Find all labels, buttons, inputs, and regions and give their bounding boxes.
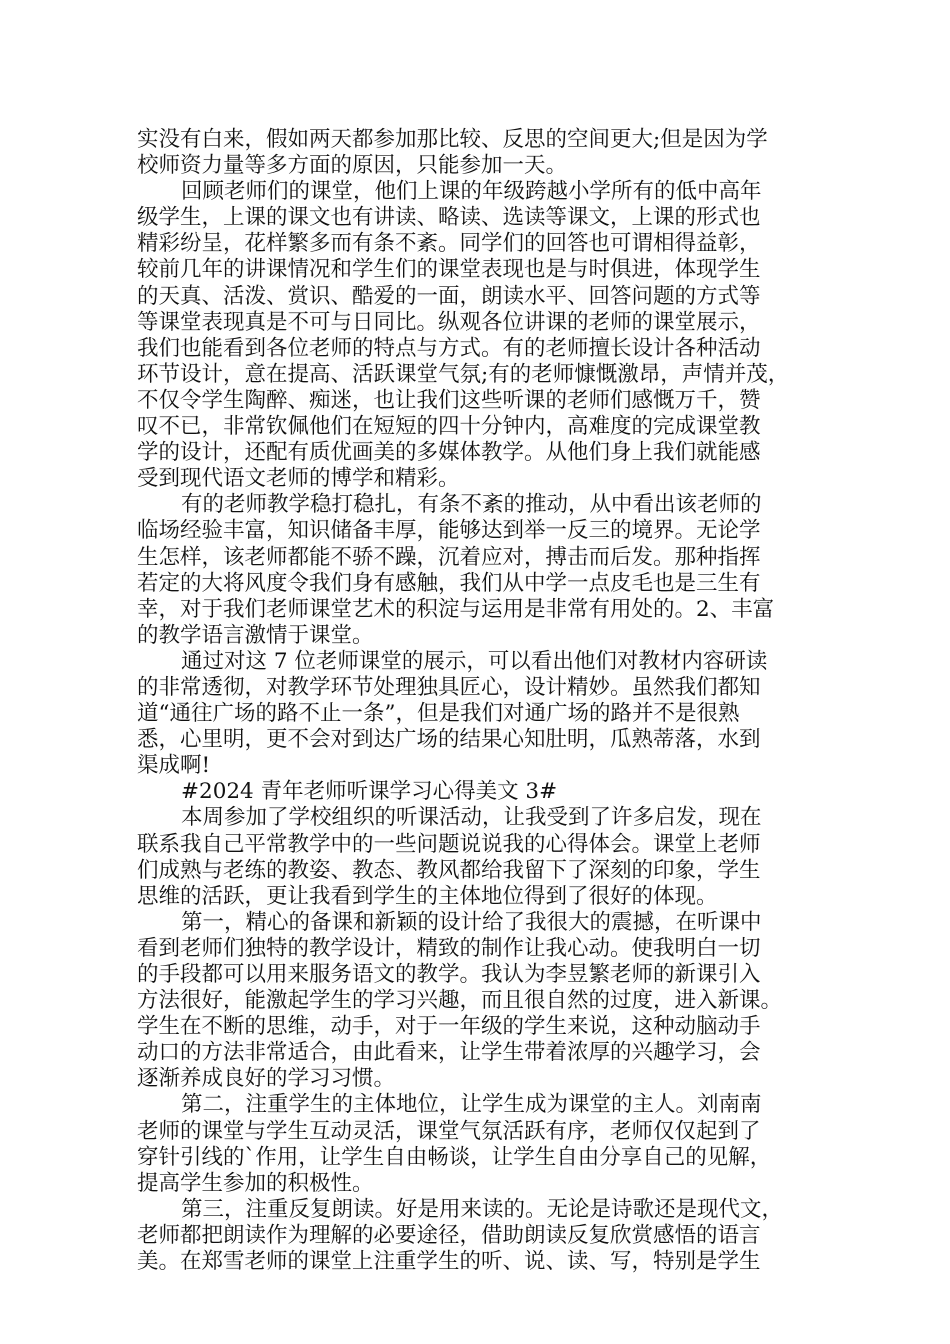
text-line: 临场经验丰富，知识储备丰厚，能够达到举一反三的境界。无论学 xyxy=(137,518,761,544)
text-line: 老师的课堂与学生互动灵活，课堂气氛活跃有序，老师仅仅起到了 xyxy=(137,1118,761,1144)
text-line: 我们也能看到各位老师的特点与方式。有的老师擅长设计各种活动 xyxy=(137,335,761,361)
text-line: 看到老师们独特的教学设计，精致的制作让我心动。使我明白一切 xyxy=(137,935,761,961)
paragraph xyxy=(137,649,827,779)
text-line: 校师资力量等多方面的原因，只能参加一天。 xyxy=(137,153,568,179)
section-heading xyxy=(137,779,827,805)
text-line: 生怎样，该老师都能不骄不躁，沉着应对，搏击而后发。那种指挥 xyxy=(137,544,761,570)
paragraph xyxy=(137,805,827,909)
text-line: 若定的大将风度令我们身有感触，我们从中学一点皮毛也是三生有 xyxy=(137,570,761,596)
text-line: 美。在郑雪老师的课堂上注重学生的听、说、读、写，特别是学生 xyxy=(137,1249,761,1275)
document-body xyxy=(137,127,827,1275)
text-line: 学生在不断的思维，动手，对于一年级的学生来说，这种动脑动手 xyxy=(137,1014,761,1040)
text-line: 思维的活跃，更让我看到学生的主体地位得到了很好的体现。 xyxy=(137,883,718,909)
text-line: 受到现代语文老师的博学和精彩。 xyxy=(137,466,460,492)
text-line: 本周参加了学校组织的听课活动，让我受到了许多启发，现在 xyxy=(181,805,762,831)
text-line: 第三，注重反复朗读。好是用来读的。无论是诗歌还是现代文， xyxy=(181,1196,784,1222)
text-line: 第二，注重学生的主体地位，让学生成为课堂的主人。刘南南 xyxy=(181,1092,762,1118)
text-line: 叹不已，非常钦佩他们在短短的四十分钟内，高难度的完成课堂教 xyxy=(137,414,761,440)
text-line: 回顾老师们的课堂，他们上课的年级跨越小学所有的低中高年 xyxy=(181,179,762,205)
text-line: 学的设计，还配有质优画美的多媒体教学。从他们身上我们就能感 xyxy=(137,440,761,466)
text-line: 动口的方法非常适合，由此看来，让学生带着浓厚的兴趣学习，会 xyxy=(137,1040,761,1066)
text-line: 的非常透彻，对教学环节处理独具匠心，设计精妙。虽然我们都知 xyxy=(137,674,761,700)
text-line: 实没有白来，假如两天都参加那比较、反思的空间更大;但是因为学 xyxy=(137,127,768,152)
paragraph xyxy=(137,127,827,179)
text-line: 逐渐养成良好的学习习惯。 xyxy=(137,1066,396,1092)
text-line: 精彩纷呈，花样繁多而有条不紊。同学们的回答也可谓相得益彰， xyxy=(137,231,761,257)
paragraph xyxy=(137,1197,827,1275)
text-line: 有的老师教学稳打稳扎，有条不紊的推动，从中看出该老师的 xyxy=(181,492,762,518)
text-line: 较前几年的讲课情况和学生们的课堂表现也是与时俱进，体现学生 xyxy=(137,257,761,283)
text-line: 环节设计，意在提高、活跃课堂气氛;有的老师慷慨激昂，声情并茂， xyxy=(137,361,790,387)
text-line: 渠成啊! xyxy=(137,753,211,779)
text-line: 联系我自己平常教学中的一些问题说说我的心得体会。课堂上老师 xyxy=(137,831,761,857)
text-line: 等课堂表现真是不可与日同比。纵观各位讲课的老师的课堂展示， xyxy=(137,309,761,335)
text-line: #2024 青年老师听课学习心得美文 3# xyxy=(181,779,558,805)
text-line: 们成熟与老练的教姿、教态、教风都给我留下了深刻的印象，学生 xyxy=(137,857,761,883)
text-line: 提高学生参加的积极性。 xyxy=(137,1170,374,1196)
text-line: 级学生，上课的课文也有讲读、略读、选读等课文，上课的形式也 xyxy=(137,205,761,231)
text-line: 道“通往广场的路不止一条”，但是我们对通广场的路并不是很熟 xyxy=(137,701,740,727)
text-line: 第一，精心的备课和新颖的设计给了我很大的震撼，在听课中 xyxy=(181,909,762,935)
paragraph xyxy=(137,179,827,492)
paragraph xyxy=(137,910,827,1093)
text-line: 悉，心里明，更不会对到达广场的结果心知肚明，瓜熟蒂落，水到 xyxy=(137,727,761,753)
text-line: 通过对这 7 位老师课堂的展示，可以看出他们对教材内容研读 xyxy=(181,648,768,674)
text-line: 方法很好，能激起学生的学习兴趣，而且很自然的过度，进入新课。 xyxy=(137,988,783,1014)
paragraph xyxy=(137,1092,827,1196)
text-line: 幸，对于我们老师课堂艺术的积淀与运用是非常有用处的。2、丰富 xyxy=(137,596,775,622)
text-line: 老师都把朗读作为理解的必要途径，借助朗读反复欣赏感悟的语言 xyxy=(137,1222,761,1248)
text-line: 的教学语言激情于课堂。 xyxy=(137,622,374,648)
text-line: 不仅令学生陶醉、痴迷，也让我们这些听课的老师们感慨万千，赞 xyxy=(137,387,761,413)
text-line: 的天真、活泼、赏识、酷爱的一面，朗读水平、回答问题的方式等 xyxy=(137,283,761,309)
text-line: 穿针引线的`作用，让学生自由畅谈，让学生自由分享自己的见解， xyxy=(137,1144,772,1170)
paragraph xyxy=(137,492,827,649)
text-line: 的手段都可以用来服务语文的教学。我认为李昱繁老师的新课引入 xyxy=(137,962,761,987)
